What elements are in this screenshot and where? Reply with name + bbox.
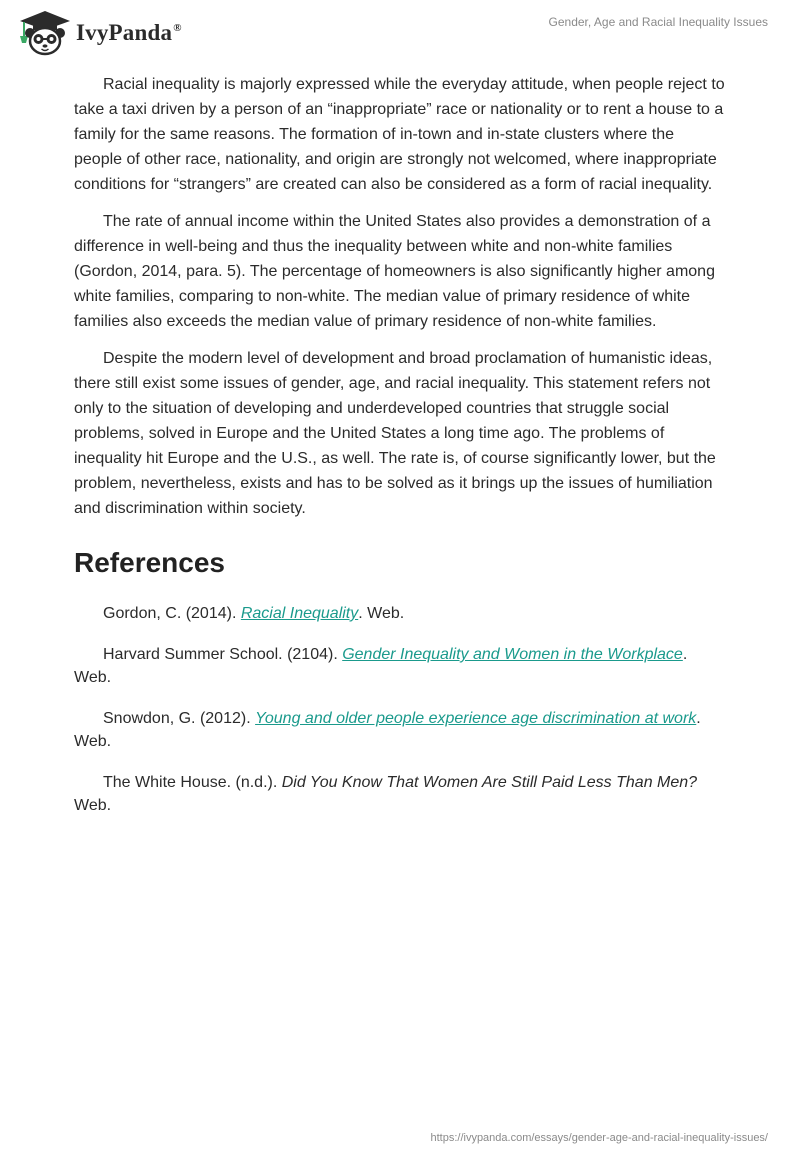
reference-suffix: . Web. [358,605,405,622]
reference-author: Snowdon, G. (2012). [103,710,256,727]
reference-author: Harvard Summer School. (2104). [103,646,343,663]
document-title: Gender, Age and Racial Inequality Issues [548,15,768,29]
body-paragraph: The rate of annual income within the United States also provides a demonstration of a difference in well-being and thus the inequality between white and non-white families (Gordon, 2014, para. 5). The percentage of homeowners is also significantly higher among white families, comparing to non-white. The median value of primary residence of white families also exceeds the median value of primary residence of non-white families. [74,213,715,330]
reference-link[interactable]: Racial Inequality [240,605,359,622]
essay-content [74,72,726,835]
page-header [0,0,800,60]
panda-graduate-icon [14,8,72,56]
reference-item [74,771,726,817]
body-paragraph: Racial inequality is majorly expressed while the everyday attitude, when people reject to take a taxi driven by a person of an “inappropriate” race or nationality or to rent a house to a family for the same reasons. The formation of in-town and in-state clusters where the people of other race, nationality, and origin are strongly not welcomed, where inappropriate conditions for “strangers” are created can also be considered as a form of racial inequality. [74,76,725,193]
reference-item [74,707,726,753]
reference-item [74,602,726,625]
reference-link[interactable]: Young and older people experience age discrimination at work [255,710,697,727]
reference-title: Did You Know That Women Are Still Paid Less Than Men? [281,774,698,791]
reference-suffix: . Web. [74,710,701,750]
logo-wordmark: IvyPanda® [76,20,182,45]
references-heading: References [74,547,225,578]
ivypanda-logo[interactable] [14,8,182,56]
body-paragraph: Despite the modern level of development and broad proclamation of humanistic ideas, there still exist some issues of gender, age, and racial inequality. This statement refers not only to the situation of developing and underdeveloped countries that struggle social problems, solved in Europe and the United States a long time ago. The problems of inequality hit Europe and the U.S., as well. The rate is, of course significantly lower, but the problem, nevertheless, exists and has to be solved as it brings up the issues of humiliation and discrimination within society. [74,350,716,517]
page-url: https://ivypanda.com/essays/gender-age-and-racial-inequality-issues/ [430,1132,768,1144]
reference-suffix: Web. [74,797,112,814]
reference-item [74,643,726,689]
reference-author: The White House. (n.d.). [103,774,282,791]
reference-author: Gordon, C. (2014). [103,605,241,622]
reference-link[interactable]: Gender Inequality and Women in the Workplace [342,646,683,663]
reference-suffix: . Web. [74,646,688,686]
